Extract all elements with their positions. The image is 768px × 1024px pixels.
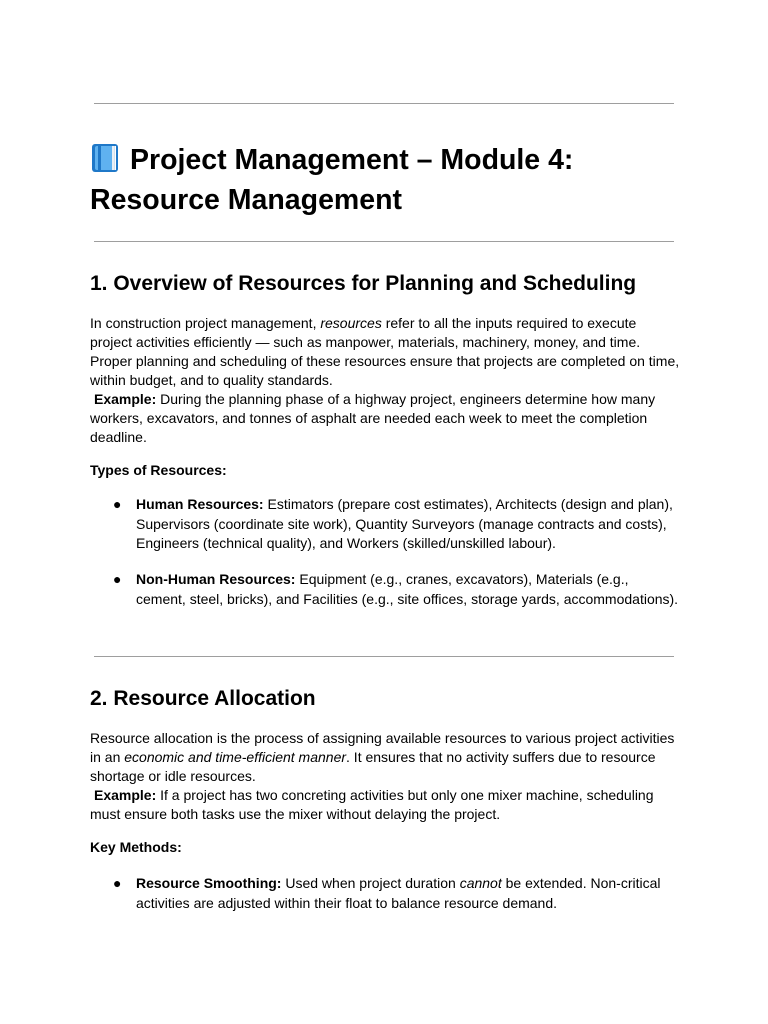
example-text: If a project has two concreting activities but only one mixer machine, scheduling must ensure both tasks use the mixer without delaying the project.	[90, 787, 654, 822]
list-item-description: Estimators (prepare cost estimates), Architects (design and plan), Supervisors (coordinate site work), Quantity Surveyors (manage contracts and costs), Engineers (technical quality), and Workers (skilled/unskilled labour).	[136, 496, 673, 551]
horizontal-rule	[94, 103, 674, 104]
bullet-icon: ●	[113, 496, 122, 512]
intro-emphasis: resources	[320, 315, 382, 331]
intro-text-continued: . It ensures that no activity suffers due to resource shortage or idle resources.	[90, 749, 656, 784]
example-label: Example:	[94, 787, 157, 803]
types-of-resources-label: Types of Resources:	[90, 462, 227, 478]
intro-text-continued: refer to all the inputs required to execute project activities efficiently — such as manpower, materials, machinery, money, and time. Proper planning and scheduling of these resources ensure that projects are completed on time, within budget, and to quality standards.	[90, 315, 680, 388]
example-label: Example:	[94, 391, 157, 407]
horizontal-rule	[94, 241, 674, 242]
section-2-heading: 2. Resource Allocation	[90, 687, 316, 710]
example-text: During the planning phase of a highway project, engineers determine how many workers, excavators, and tonnes of asphalt are needed each week to meet the completion deadline.	[90, 391, 656, 445]
list-item-text	[136, 874, 681, 913]
section-1-heading: 1. Overview of Resources for Planning and Scheduling	[90, 272, 637, 295]
list-item	[90, 570, 690, 609]
document-title	[90, 140, 690, 220]
list-item-term: Resource Smoothing:	[136, 875, 282, 891]
key-methods-label: Key Methods:	[90, 839, 182, 855]
list-item	[90, 874, 690, 913]
document-title-text: Project Management – Module 4: Resource Management	[90, 144, 574, 216]
blue-book-icon	[90, 143, 120, 173]
bullet-icon: ●	[113, 571, 122, 587]
list-item-term: Human Resources:	[136, 496, 264, 512]
list-item-text	[136, 495, 681, 554]
intro-text: Resource allocation is the process of assigning available resources to various project activities in an	[90, 730, 675, 765]
list-item-description: Used when project duration	[281, 875, 460, 891]
intro-text: In construction project management,	[90, 315, 321, 331]
list-item	[90, 495, 690, 554]
list-item-description-continued: be extended. Non-critical activities are adjusted within their float to balance resource demand.	[136, 875, 661, 911]
section-1-intro	[90, 314, 680, 447]
bullet-icon: ●	[113, 875, 122, 891]
list-item-emphasis: cannot	[459, 875, 502, 891]
section-2-intro	[90, 729, 680, 824]
horizontal-rule	[94, 656, 674, 657]
list-item-description: Equipment (e.g., cranes, excavators), Materials (e.g., cement, steel, bricks), and Facilities (e.g., site offices, storage yards, accommodations).	[136, 571, 679, 607]
intro-emphasis: economic and time-efficient manner	[124, 749, 347, 765]
list-item-text	[136, 570, 681, 609]
list-item-term: Non-Human Resources:	[136, 571, 296, 587]
